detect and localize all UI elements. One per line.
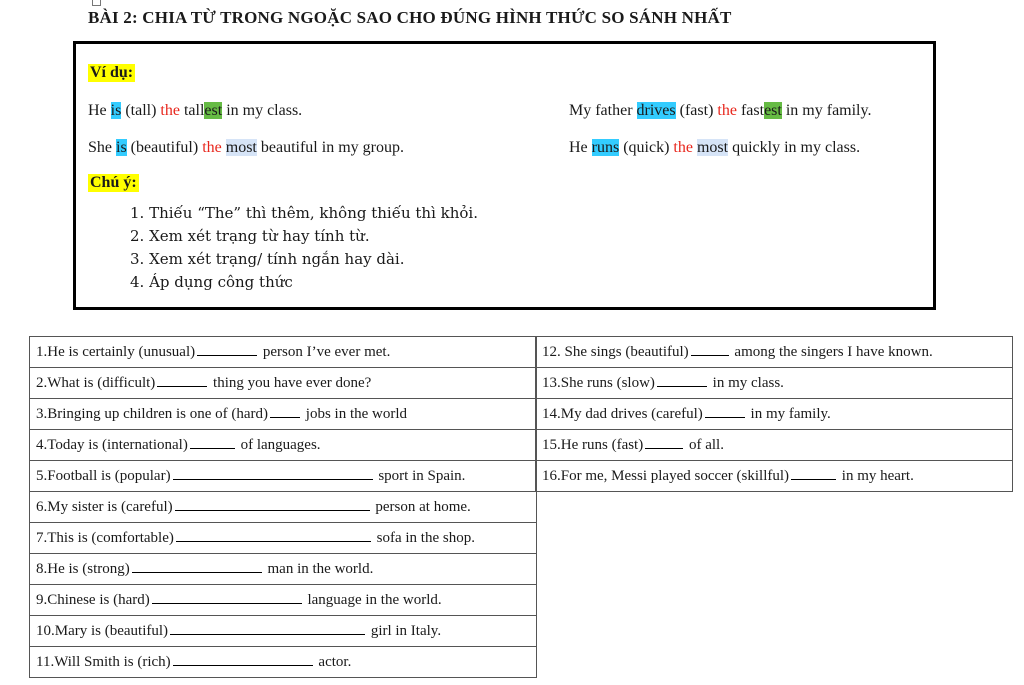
answer-blank[interactable] [791,467,836,480]
ex-hint: (tall) [125,102,157,119]
exercise-row [30,399,537,430]
exercise-cell [30,492,537,523]
example-sentence-1 [88,102,302,120]
example-sentence-4 [569,139,860,157]
exercise-rest: man in the world. [267,561,374,577]
exercise-row [30,368,537,399]
exercise-rest: in my heart. [841,468,914,484]
answer-blank[interactable] [657,374,707,387]
exercise-prompt: 12. She sings (beautiful) [542,344,689,360]
vidu-label: Ví dụ: [90,64,134,81]
note-item: 3. Xem xét trạng/ tính ngắn hay dài. [130,250,405,268]
exercise-prompt: 4.Today is (international) [36,437,188,453]
exercise-cell [536,461,1013,492]
exercise-prompt: 14.My dad drives (careful) [542,406,703,422]
ex-subject: She [88,139,112,156]
exercise-rest: person at home. [375,499,471,515]
exercise-cell [536,368,1013,399]
exercise-cell [30,430,537,461]
note-item: 1. Thiếu “The” thì thêm, không thiếu thì khỏi. [130,204,478,222]
exercise-rest: sport in Spain. [378,468,466,484]
exercise-cell [30,461,537,492]
exercise-cell [30,399,537,430]
exercise-prompt: 3.Bringing up children is one of (hard) [36,406,269,422]
exercise-prompt: 15.He runs (fast) [542,437,644,453]
exercise-rest: among the singers I have known. [734,344,933,360]
exercise-rest: in my family. [750,406,831,422]
ex-verb: is [110,102,122,119]
exercise-row [30,616,537,647]
exercise-prompt: 13.She runs (slow) [542,375,655,391]
exercise-prompt: 6.My sister is (careful) [36,499,173,515]
ex-hint: (fast) [679,102,714,119]
answer-blank[interactable] [645,436,683,449]
ex-suffix: est [204,102,223,119]
exercise-prompt: 10.Mary is (beautiful) [36,623,169,639]
exercise-rest: jobs in the world [305,406,408,422]
exercise-rest: person I’ve ever met. [262,344,391,360]
ex-verb: drives [636,102,676,119]
exercise-row [536,430,1013,461]
exercise-prompt: 8.He is (strong) [36,561,130,577]
exercise-prompt: 7.This is (comfortable) [36,530,174,546]
ex-most: most [225,139,257,156]
exercise-prompt: 16.For me, Messi played soccer (skillful) [542,468,790,484]
example-sentence-3 [88,139,404,157]
answer-blank[interactable] [132,560,262,573]
exercise-row [30,585,537,616]
page-title: BÀI 2: CHIA TỪ TRONG NGOẶC SAO CHO ĐÚNG HÌNH THỨC SO SÁNH NHẤT [88,8,732,27]
exercise-row [536,399,1013,430]
answer-blank[interactable] [197,343,257,356]
ex-most: most [696,139,729,156]
exercise-rest: of all. [688,437,724,453]
ex-rest: in my class. [226,102,303,119]
exercise-prompt: 1.He is certainly (unusual) [36,344,196,360]
ex-hint: (beautiful) [130,139,199,156]
exercise-table-left [29,336,537,678]
ex-the: the [202,139,222,156]
answer-blank[interactable] [152,591,302,604]
exercise-table-right [535,336,1013,492]
exercise-cell [536,430,1013,461]
ex-the: the [717,102,737,119]
exercise-prompt: 2.What is (difficult) [36,375,156,391]
example-sentence-2 [569,102,871,120]
exercise-row [536,368,1013,399]
answer-blank[interactable] [157,374,207,387]
exercise-cell [30,585,537,616]
ex-the: the [673,139,693,156]
exercise-row [536,337,1013,368]
ex-verb: runs [591,139,620,156]
answer-blank[interactable] [176,529,371,542]
exercise-rest: of languages. [240,437,321,453]
answer-blank[interactable] [170,622,365,635]
exercise-prompt: 9.Chinese is (hard) [36,592,150,608]
exercise-cell [30,523,537,554]
exercise-row [30,523,537,554]
exercise-rest: language in the world. [307,592,442,608]
exercise-cell [30,337,537,368]
exercise-rest: sofa in the shop. [376,530,475,546]
ex-adj-root: tall [183,102,205,119]
ex-subject: He [569,139,588,156]
exercise-rest: actor. [318,654,352,670]
note-item: 4. Áp dụng công thức [130,273,293,291]
exercise-prompt: 11.Will Smith is (rich) [36,654,171,670]
exercise-rest: girl in Italy. [370,623,442,639]
exercise-row [30,647,537,678]
exercise-rest: thing you have ever done? [213,375,372,391]
ex-verb: is [116,139,127,156]
exercise-cell [30,616,537,647]
exercise-rest: in my class. [712,375,784,391]
exercise-cell [30,554,537,585]
exercise-row [30,337,537,368]
exercise-row [30,461,537,492]
ex-rest: beautiful in my group. [260,139,404,156]
chuy-label: Chú ý: [90,174,137,191]
answer-blank[interactable] [190,436,235,449]
exercise-cell [536,337,1013,368]
ex-subject: He [88,102,107,119]
ex-hint: (quick) [623,139,670,156]
answer-blank[interactable] [173,653,313,666]
exercise-row [30,554,537,585]
answer-blank[interactable] [705,405,745,418]
ex-rest: in my family. [785,102,872,119]
ex-suffix: est [764,102,782,119]
exercise-row [536,461,1013,492]
ex-the: the [160,102,180,119]
answer-blank[interactable] [270,405,300,418]
ex-subject: My father [569,102,633,119]
answer-blank[interactable] [173,467,373,480]
exercise-cell [536,399,1013,430]
answer-blank[interactable] [175,498,370,511]
ex-rest: quickly in my class. [732,139,861,156]
exercise-cell [30,368,537,399]
exercise-prompt: 5.Football is (popular) [36,468,171,484]
exercise-cell [30,647,537,678]
ex-adj-root: fast [740,102,765,119]
answer-blank[interactable] [691,343,729,356]
exercise-row [30,492,537,523]
notes-list [130,204,478,296]
exercise-row [30,430,537,461]
page-corner-mark [92,0,101,6]
note-item: 2. Xem xét trạng từ hay tính từ. [130,227,370,245]
